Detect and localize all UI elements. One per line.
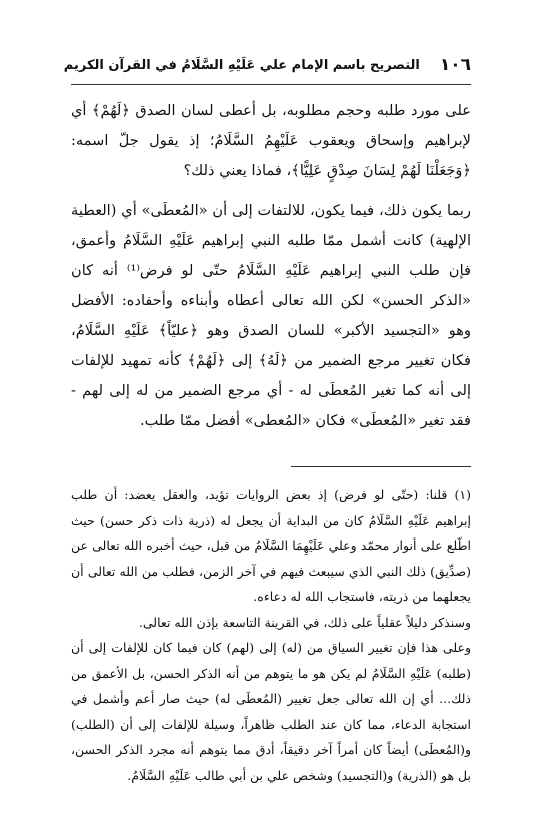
body-paragraph: ربما يكون ذلك، فيما يكون، للالتفات إلى أن «المُعطَى» أي (العطية الإلهية) كانت أشمل ممّا طلبه النبي إبراهيم عَلَيْهِ السَّلَامُ وأعمق، فإن طلب النبي إبراهيم عَلَيْهِ السَّلَامُ حتّى لو فرض⁽¹⁾ أنه كان «الذكر الحسن» لكن الله تعالى أعطاه وأبناءه وأحفاده: الأفضل وهو «التجسيد الأكبر» للسان الصدق وهو ﴿عليّاً﴾ عَلَيْهِ السَّلَامُ، فكان تغيير مرجع الضمير من ﴿لَهُ﴾ إلى ﴿لَهُمْ﴾ كأنه تمهيد للإلفات إلى أنه كما تغير المُعطَى له - أي مرجع الضمير من له إلى لهم - فقد تغير «المُعطَى» فكان «المُعطى» أفضل ممّا طلب. [71,202,471,429]
page-number: ١٠٦ [439,55,471,75]
body-paragraph: على مورد طلبه وحجم مطلوبه، بل أعطى لسان الصدق ﴿لَهُمْ﴾ أي لإبراهيم وإسحاق ويعقوب عَلَيْهِمُ السَّلَامُ؛ إذ يقول جلّ اسمه: ﴿وَجَعَلْنَا لَهُمْ لِسَانَ صِدْقٍ عَلِيًّا﴾، فماذا يعني ذلك؟ [71,102,471,179]
running-header-title: التصريح باسم الإمام علي عَلَيْهِ السَّلَامُ في القرآن الكريم [63,57,420,73]
running-header [63,52,471,78]
main-text [71,96,471,436]
footnote-paragraph: وعلى هذا فإن تغيير السياق من (له) إلى (لهم) كان فيما كان للإلفات إلى أن (طلبه) عَلَيْهِ السَّلَامُ لم يكن هو ما يتوهم من أنه الذكر الحسن، بل الأعمق من ذلك... أي إن الله تعالى جعل تغيير (المُعطَى له) حيث صار أعم وأشمل في استجابة الدعاء، مما كان عند الطلب ظاهراً، وسيلة للإلفات إلى أن (الطلب) و(المُعطَى) أيضاً كان أمراً آخر دقيقاً، أدق مما يتوهم أنه مجرد الذكر الحسن، بل هو (الذرية) و(التجسيد) وشخص علي بن أبي طالب عَلَيْهِ السَّلَامُ. [71,640,471,783]
footnotes [71,482,471,788]
header-rule [71,84,471,85]
footnote-paragraph: (١) قلنا: (حتّى لو فرض) إذ بعض الروايات تؤيد، والعقل يعضد: أن طلب إبراهيم عَلَيْهِ السَّلَامُ كان من البداية أن يجعل له (ذرية ذات ذكر حسن) حيث اطّلع على أنوار محمّد وعلي عَلَيْهِمَا السَّلَامُ من قبل، حيث أخبره الله تعالى عن (صدِّيق) ذلك النبي الذي سيبعث فيهم في آخر الزمن، فطلب من الله تعالى أن يجعلهما من ذريته، فاستجاب الله له دعاءه. [71,487,471,604]
footnote-separator [291,466,471,467]
footnote-paragraph: وسنذكر دليلاً عقلياً على ذلك، في القرينة التاسعة بإذن الله تعالى. [138,614,471,630]
